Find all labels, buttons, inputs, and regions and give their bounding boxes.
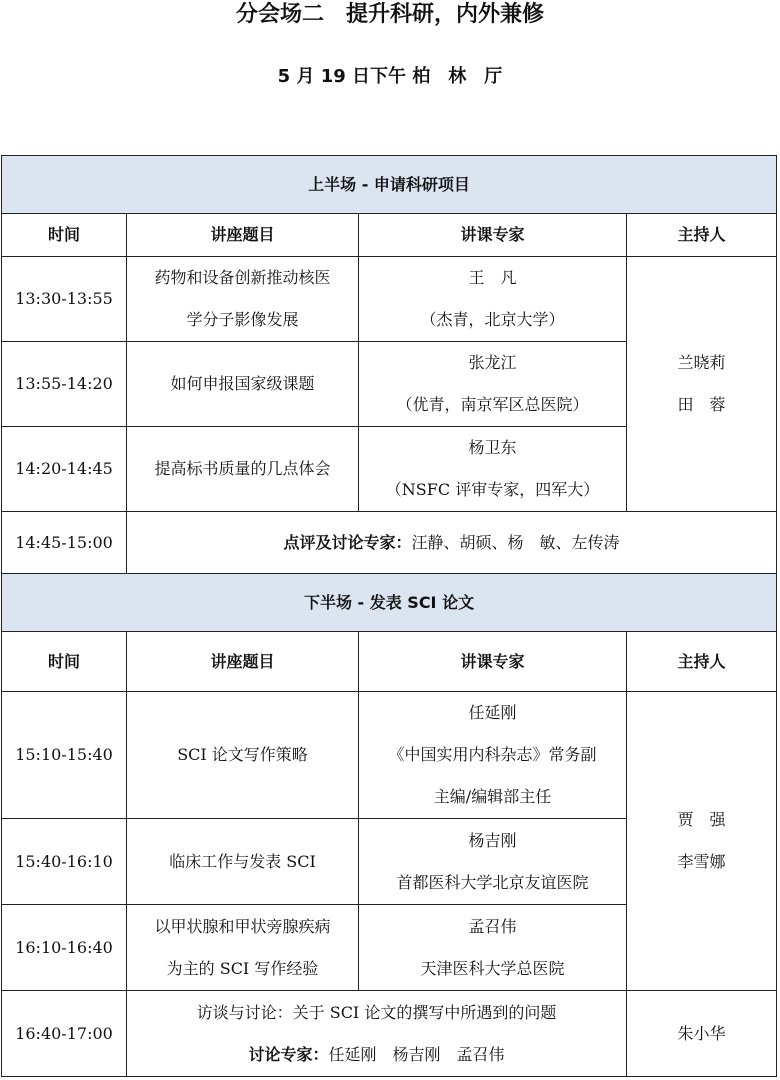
closing-host: 朱小华 [627, 991, 777, 1077]
header-host: 主持人 [627, 632, 777, 692]
session-date-venue: 5 月 19 日下午 柏 林 厅 [277, 66, 503, 87]
table-row [2, 257, 777, 342]
discussion-time: 14:45-15:00 [2, 512, 127, 574]
session-speaker: 杨吉刚 首都医科大学北京友谊医院 [359, 819, 627, 905]
header-topic: 讲座题目 [127, 632, 359, 692]
closing-topic: 访谈与讨论：关于 SCI 论文的撰写中所遇到的问题 [196, 1002, 557, 1022]
discussion-row [2, 512, 777, 574]
session-topic: 临床工作与发表 SCI [127, 819, 359, 905]
header-speaker: 讲课专家 [359, 632, 627, 692]
header-speaker: 讲课专家 [359, 214, 627, 257]
column-header-row [2, 214, 777, 257]
closing-row [2, 991, 777, 1077]
session-time: 15:40-16:10 [2, 819, 127, 905]
hosts-first-half: 兰晓莉 田 蓉 [627, 257, 777, 512]
session-speaker: 张龙江 （优青，南京军区总医院） [359, 342, 627, 427]
session-speaker: 孟召伟 天津医科大学总医院 [359, 905, 627, 991]
section-header-second-half [2, 574, 777, 632]
session-topic: 提高标书质量的几点体会 [127, 427, 359, 512]
session-topic: 药物和设备创新推动核医 学分子影像发展 [127, 257, 359, 342]
header-topic: 讲座题目 [127, 214, 359, 257]
section-title: 下半场 - 发表 SCI 论文 [2, 574, 777, 632]
session-time: 14:20-14:45 [2, 427, 127, 512]
section-header-first-half [2, 156, 777, 214]
session-speaker: 任延刚 《中国实用内科杂志》常务副 主编/编辑部主任 [359, 692, 627, 819]
session-topic: 以甲状腺和甲状旁腺疾病 为主的 SCI 写作经验 [127, 905, 359, 991]
closing-names: 任延刚 杨吉刚 孟召伟 [328, 1044, 505, 1064]
session-topic: SCI 论文写作策略 [127, 692, 359, 819]
closing-label: 讨论专家： [248, 1044, 329, 1064]
closing-time: 16:40-17:00 [2, 991, 127, 1077]
header-time: 时间 [2, 214, 127, 257]
section-title: 上半场 - 申请科研项目 [2, 156, 777, 214]
closing-experts [131, 1034, 622, 1076]
closing-discussion [127, 991, 627, 1077]
page-title: 分会场二 提升科研，内外兼修 [235, 2, 544, 27]
session-time: 13:55-14:20 [2, 342, 127, 427]
discussion-names: 汪静、胡硕、杨 敏、左传涛 [411, 532, 620, 552]
session-speaker: 杨卫东 （NSFC 评审专家，四军大） [359, 427, 627, 512]
schedule-table [1, 155, 777, 1077]
header-host: 主持人 [627, 214, 777, 257]
hosts-second-half: 贾 强 李雪娜 [627, 692, 777, 991]
discussion-label: 点评及讨论专家： [283, 532, 412, 552]
header-time: 时间 [2, 632, 127, 692]
session-time: 15:10-15:40 [2, 692, 127, 819]
session-topic: 如何申报国家级课题 [127, 342, 359, 427]
discussion-experts [127, 512, 777, 574]
table-row [2, 692, 777, 819]
session-time: 13:30-13:55 [2, 257, 127, 342]
column-header-row [2, 632, 777, 692]
session-speaker: 王 凡 （杰青，北京大学） [359, 257, 627, 342]
session-time: 16:10-16:40 [2, 905, 127, 991]
